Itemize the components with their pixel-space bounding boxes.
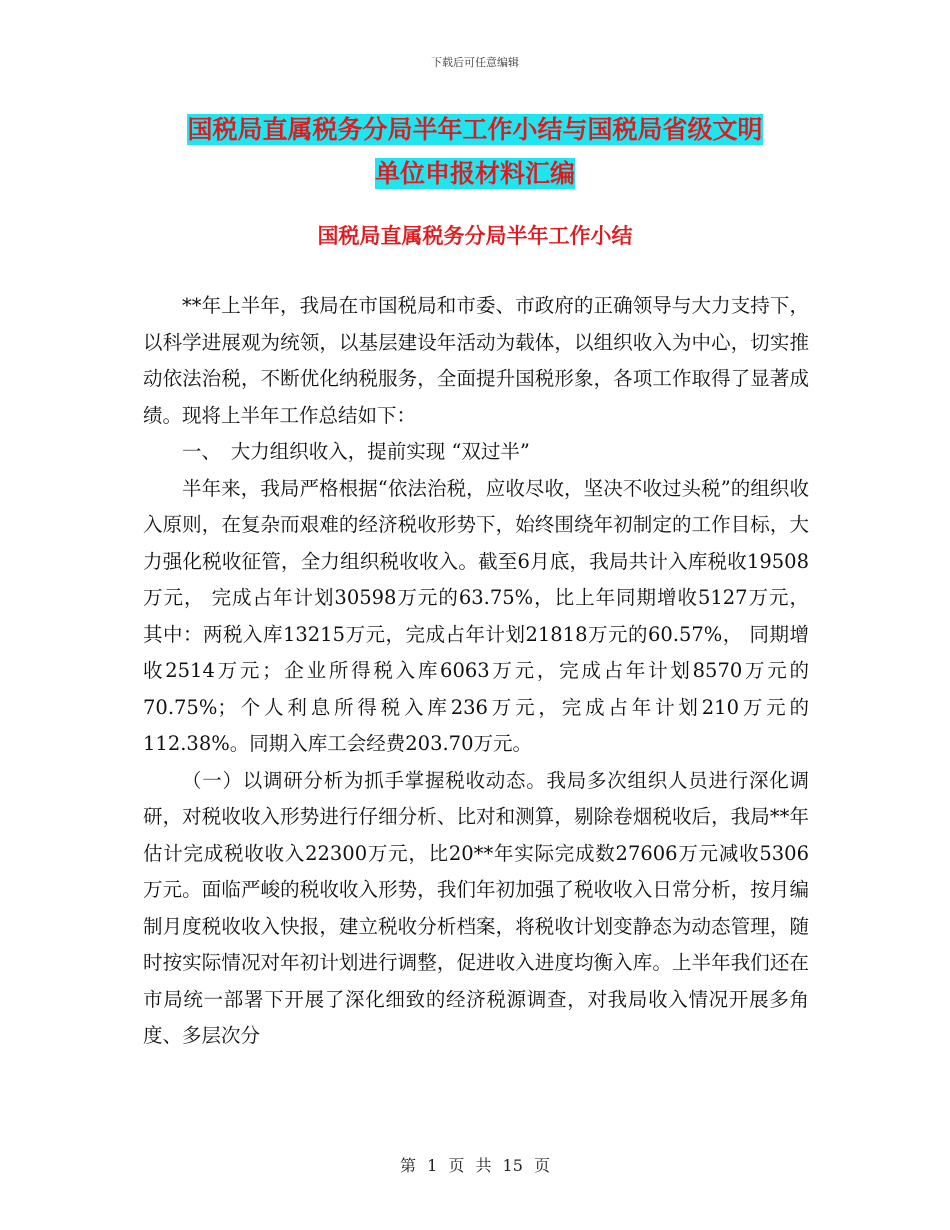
body-paragraph-intro: **年上半年，我局在市国税局和市委、市政府的正确领导与大力支持下，以科学进展观为统领，以基层建设年活动为载体，以组织收入为中心，切实推动依法治税，不断优化纳税服务，全面提升国税形象，各项工作取得了显著成绩。现将上半年工作总结如下： (143, 294, 809, 427)
section-title: 国税局直属税务分局半年工作小结 (317, 224, 633, 248)
document-body (143, 288, 809, 1055)
body-heading-1: 一、 大力组织收入，提前实现 “双过半” (182, 440, 530, 463)
page-footer: 第 1 页 共 15 页 (400, 1156, 550, 1175)
document-title-line-2: 单位申报材料汇编 (374, 159, 575, 188)
header-note: 下载后可任意编辑 (431, 56, 519, 69)
document-title-line-1: 国税局直属税务分局半年工作小结与国税局省级文明 (187, 115, 763, 144)
document-title (140, 108, 810, 196)
body-paragraph-revenue: 半年来，我局严格根据“依法治税，应收尽收，坚决不收过头税”的组织收入原则，在复杂而艰难的经济税收形势下，始终围绕年初制定的工作目标，大力强化税收征管，全力组织税收收入。截至6月底，我局共计入库税收19508万元， 完成占年计划30598万元的63.75%，比上年同期增收5127万元， 其中：两税入库13215万元，完成占年计划21818万元的60.57%， 同期增收2514万元；企业所得税入库6063万元，完成占年计划8570万元的70.75%；个人利息所得税入库236万元，完成占年计划210万元的112.38%。同期入库工会经费203.70万元。 (143, 476, 809, 755)
body-paragraph-research: （一）以调研分析为抓手掌握税收动态。我局多次组织人员进行深化调研，对税收收入形势进行仔细分析、比对和测算，剔除卷烟税收后，我局**年估计完成税收收入22300万元，比20**年实际完成数27606万元减收5306万元。面临严峻的税收收入形势，我们年初加强了税收收入日常分析，按月编制月度税收收入快报，建立税收分析档案，将税收计划变静态为动态管理，随时按实际情况对年初计划进行调整，促进收入进度均衡入库。上半年我们还在市局统一部署下开展了深化细致的经济税源调查，对我局收入情况开展多角度、多层次分 (143, 768, 809, 1047)
